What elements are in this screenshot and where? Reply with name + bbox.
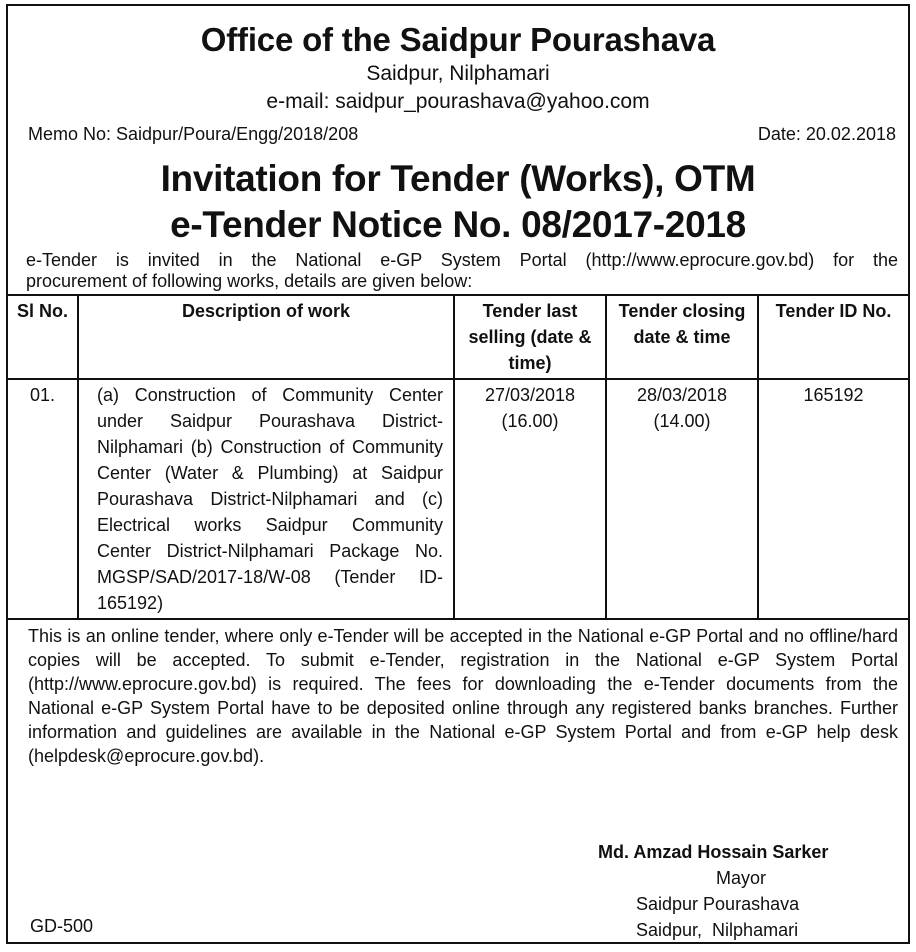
tender-notice-document [6, 4, 910, 944]
closing-time: (14.00) [653, 411, 711, 431]
header-description: Description of work [78, 295, 454, 379]
signatory-title: Mayor [716, 868, 767, 888]
intro-paragraph [8, 248, 908, 292]
header-closing: Tender closing date & time [606, 295, 758, 379]
table-row [8, 379, 908, 619]
gd-code: GD-500 [30, 916, 94, 936]
signature-block [598, 839, 858, 943]
table-header-row [8, 295, 908, 379]
notice-title-line1: Invitation for Tender (Works), OTM [160, 158, 756, 199]
cell-sl: 01. [8, 379, 78, 619]
cell-closing [606, 379, 758, 619]
tender-table [8, 294, 908, 620]
header-selling: Tender last selling (date & time) [454, 295, 606, 379]
cell-tender-id: 165192 [758, 379, 908, 619]
cell-description: (a) Construction of Community Center under Saidpur Pourashava District-Nilphamari (b) Construction of Community Center (Water & Plumbing) at Saidpur Pourashava District-Nilphamari and (c) Electrical works Saidpur Community Center District-Nilphamari Package No. MGSP/SAD/2017-18/W-08 (Tender ID-165192) [78, 379, 454, 619]
office-email: e-mail: saidpur_pourashava@yahoo.com [266, 90, 650, 113]
intro-line1: e-Tender is invited in the National e-GP System Portal (http://www.eprocure.gov.bd) for the [26, 250, 898, 270]
signatory-place: Saidpur, Nilphamari [636, 920, 799, 940]
memo-row [8, 116, 908, 146]
selling-date: 27/03/2018 [484, 385, 576, 405]
closing-date: 28/03/2018 [636, 385, 728, 405]
intro-line2: procurement of following works, details are given below: [26, 271, 473, 291]
memo-number: Memo No: Saidpur/Poura/Engg/2018/208 [28, 124, 359, 144]
office-location: Saidpur, Nilphamari [366, 62, 550, 85]
header-sl: Sl No. [8, 295, 78, 379]
cell-selling [454, 379, 606, 619]
header-tender-id: Tender ID No. [758, 295, 908, 379]
signatory-org: Saidpur Pourashava [636, 894, 800, 914]
memo-date: Date: 20.02.2018 [757, 124, 896, 144]
office-title: Office of the Saidpur Pourashava [200, 21, 716, 58]
signatory-name: Md. Amzad Hossain Sarker [598, 842, 829, 862]
footer-note: This is an online tender, where only e-Tender will be accepted in the National e-GP Portal and no offline/hard copies will be accepted. To submit e-Tender, registration in the National e-GP System Portal (http://www.eprocure.gov.bd) is required. The fees for downloading the e-Tender documents from the National e-GP System Portal have to be deposited online through any registered banks branches. Further information and guidelines are available in the National e-GP System Portal and from e-GP help desk (helpdesk@eprocure.gov.bd). [28, 626, 898, 766]
notice-title-line2: e-Tender Notice No. 08/2017-2018 [170, 204, 746, 245]
selling-time: (16.00) [501, 411, 559, 431]
